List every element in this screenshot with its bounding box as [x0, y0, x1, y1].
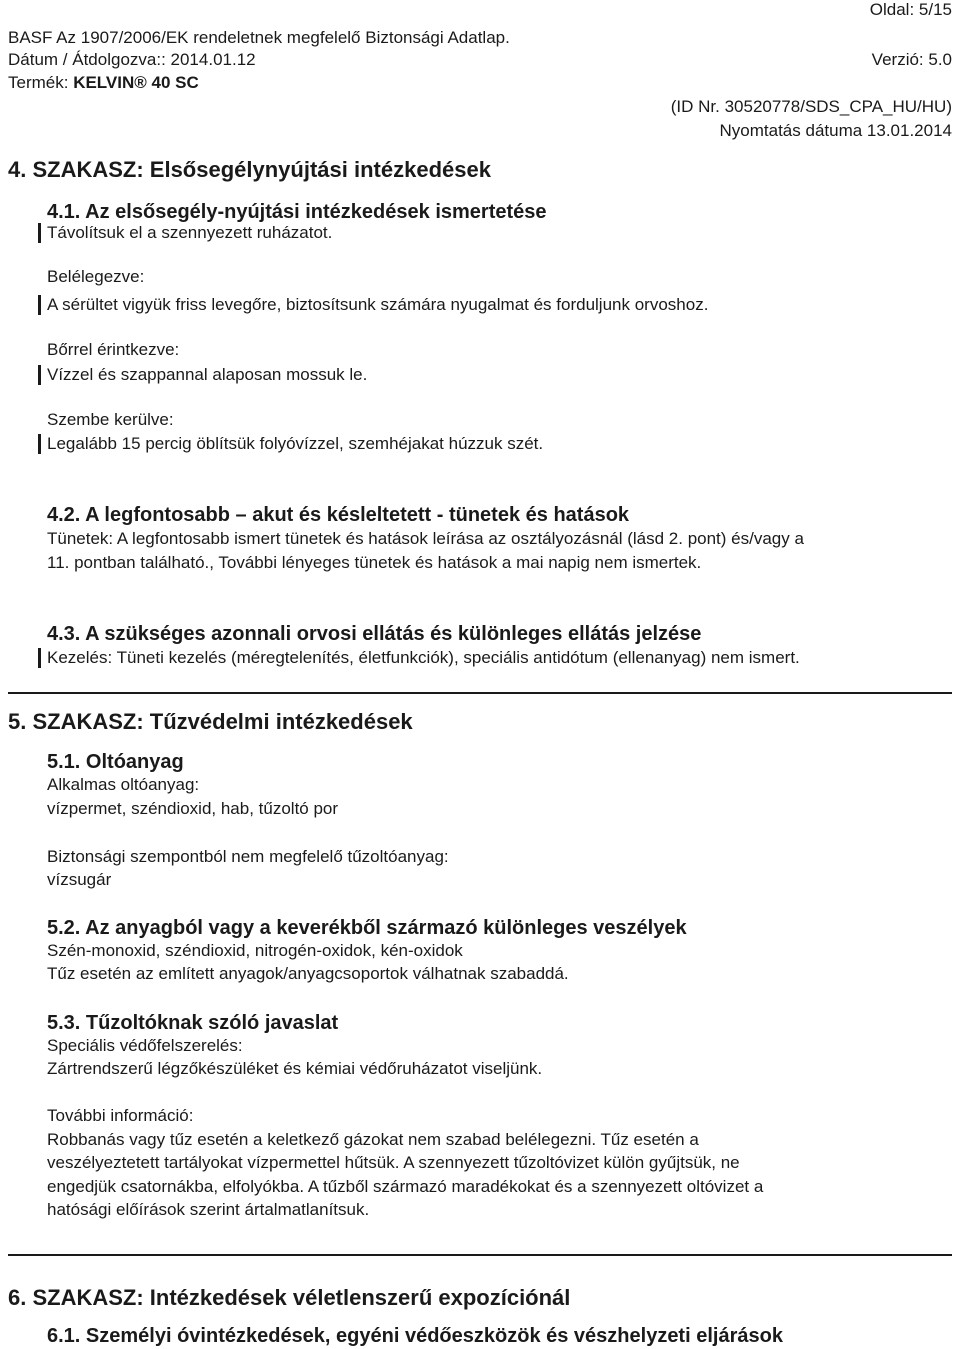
- skin-contact-text: Vízzel és szappannal alaposan mossuk le.: [47, 365, 368, 384]
- subsection-5-2-title: 5.2. Az anyagból vagy a keverékből származó különleges veszélyek: [47, 917, 687, 939]
- revision-bar: [38, 434, 41, 454]
- subsection-4-2-title: 4.2. A legfontosabb – akut és késleltetett - tünetek és hatások: [47, 504, 630, 526]
- further-info-line-3: engedjük csatornákba, elfolyókba. A tűzből származó maradékokat és a szennyezett oltóvizet a: [47, 1177, 764, 1196]
- revision-bar: [38, 295, 41, 315]
- suitable-media-label: Alkalmas oltóanyag:: [47, 775, 200, 794]
- inhalation-text: A sérültet vigyük friss levegőre, biztosítsunk számára nyugalmat és forduljunk orvoshoz.: [47, 295, 709, 314]
- further-info-line-4: hatósági előírások szerint ártalmatlanítsuk.: [47, 1200, 370, 1219]
- eye-contact-label: Szembe kerülve:: [47, 410, 174, 429]
- protective-equipment-label: Speciális védőfelszerelés:: [47, 1036, 243, 1055]
- section-4-title: 4. SZAKASZ: Elsősegélynyújtási intézkedések: [8, 157, 491, 182]
- hazards-line-1: Szén-monoxid, széndioxid, nitrogén-oxidok, kén-oxidok: [47, 941, 463, 960]
- suitable-media-text: vízpermet, széndioxid, hab, tűzoltó por: [47, 799, 339, 818]
- eye-contact-text: Legalább 15 percig öblítsük folyóvízzel, szemhéjakat húzzuk szét.: [47, 434, 544, 453]
- id-number: (ID Nr. 30520778/SDS_CPA_HU/HU): [670, 97, 952, 116]
- product-line: [8, 73, 199, 93]
- further-info-line-1: Robbanás vagy tűz esetén a keletkező gázokat nem szabad belélegezni. Tűz esetén a: [47, 1130, 699, 1149]
- hazards-line-2: Tűz esetén az említett anyagok/anyagcsoportok válhatnak szabaddá.: [47, 964, 569, 983]
- further-info-line-2: veszélyeztetett tartályokat vízpermettel hűtsük. A szennyezett tűzoltóvizet külön gyűjtsük, ne: [47, 1153, 740, 1172]
- product-name: KELVIN® 40 SC: [73, 73, 199, 92]
- revision-bar: [38, 648, 41, 668]
- further-info-label: További információ:: [47, 1106, 194, 1125]
- subsection-4-1-title: 4.1. Az elsősegély-nyújtási intézkedések ismertetése: [47, 201, 547, 223]
- subsection-5-1-title: 5.1. Oltóanyag: [47, 751, 184, 773]
- product-prefix: Termék:: [8, 73, 74, 92]
- print-date: Nyomtatás dátuma 13.01.2014: [719, 121, 952, 140]
- document-title: BASF Az 1907/2006/EK rendeletnek megfelelő Biztonsági Adatlap.: [8, 28, 510, 47]
- section-divider: [8, 1254, 952, 1256]
- protective-equipment-text: Zártrendszerű légzőkészüléket és kémiai védőruházatot viseljünk.: [47, 1059, 543, 1078]
- symptoms-line-2: 11. pontban található., További lényeges tünetek és hatások a mai napig nem ismertek.: [47, 553, 702, 572]
- section-6-title: 6. SZAKASZ: Intézkedések véletlenszerű expozíciónál: [8, 1285, 571, 1310]
- revision-bar: [38, 365, 41, 385]
- inhalation-label: Belélegezve:: [47, 267, 145, 286]
- unsuitable-media-label: Biztonsági szempontból nem megfelelő tűzoltóanyag:: [47, 847, 449, 866]
- subsection-4-3-title: 4.3. A szükséges azonnali orvosi ellátás és különleges ellátás jelzése: [47, 623, 702, 645]
- section-5-title: 5. SZAKASZ: Tűzvédelmi intézkedések: [8, 709, 413, 734]
- general-advice: Távolítsuk el a szennyezett ruházatot.: [47, 223, 333, 242]
- symptoms-line-1: Tünetek: A legfontosabb ismert tünetek és hatások leírása az osztályozásnál (lásd 2. pont) és/vagy a: [47, 529, 804, 548]
- skin-contact-label: Bőrrel érintkezve:: [47, 340, 180, 359]
- revision-bar: [38, 223, 41, 243]
- subsection-6-1-title: 6.1. Személyi óvintézkedések, egyéni védőeszközök és vészhelyzeti eljárások: [47, 1325, 783, 1347]
- treatment-text: Kezelés: Tüneti kezelés (méregtelenítés, életfunkciók), speciális antidótum (ellenanyag) nem ismert.: [47, 648, 800, 667]
- page-number: Oldal: 5/15: [869, 0, 952, 19]
- section-divider: [8, 692, 952, 694]
- version-label: Verzió: 5.0: [871, 50, 952, 69]
- revision-date: Dátum / Átdolgozva:: 2014.01.12: [8, 50, 256, 69]
- unsuitable-media-text: vízsugár: [47, 870, 112, 889]
- subsection-5-3-title: 5.3. Tűzoltóknak szóló javaslat: [47, 1012, 339, 1034]
